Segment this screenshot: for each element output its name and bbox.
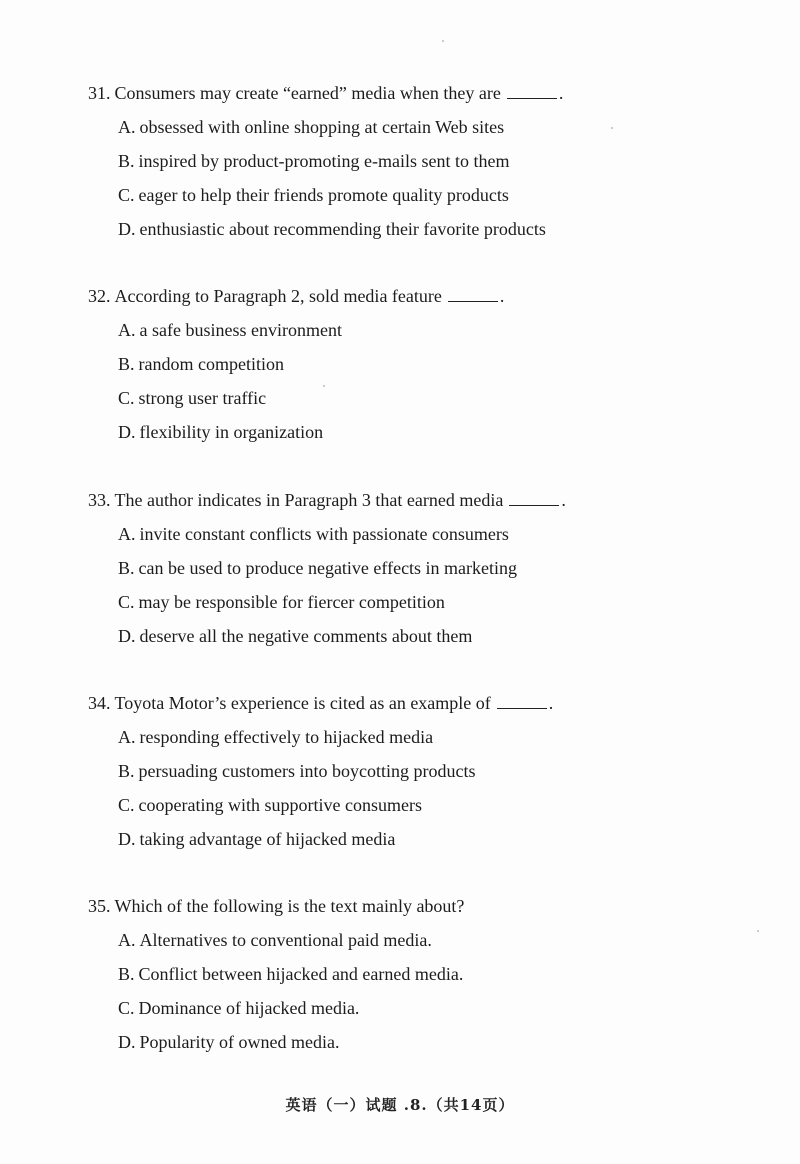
scan-speck: [611, 127, 613, 129]
option-text: Dominance of hijacked media.: [138, 998, 360, 1018]
option-b: [88, 957, 728, 991]
question-number: 33.: [88, 490, 111, 510]
question-number: 32.: [88, 286, 111, 306]
option-letter: C.: [118, 795, 135, 815]
option-letter: A.: [118, 930, 136, 950]
question-31: [88, 76, 728, 246]
option-a: [88, 923, 728, 957]
option-letter: C.: [118, 185, 135, 205]
option-c: [88, 381, 728, 415]
option-text: deserve all the negative comments about them: [139, 626, 473, 646]
question-number: 34.: [88, 693, 111, 713]
question-35: [88, 889, 728, 1059]
option-text: a safe business environment: [139, 320, 342, 340]
option-a: [88, 720, 728, 754]
option-d: [88, 415, 728, 449]
option-letter: A.: [118, 524, 136, 544]
option-a: [88, 517, 728, 551]
option-d: [88, 1025, 728, 1059]
question-32: [88, 279, 728, 449]
scan-speck: [323, 385, 325, 387]
question-stem: [88, 889, 728, 923]
option-text: Popularity of owned media.: [139, 1032, 340, 1052]
question-33: [88, 483, 728, 653]
option-letter: C.: [118, 998, 135, 1018]
option-text: may be responsible for fiercer competition: [138, 592, 445, 612]
option-letter: A.: [118, 320, 136, 340]
option-c: [88, 585, 728, 619]
question-stem: [88, 686, 728, 720]
option-letter: B.: [118, 964, 135, 984]
question-stem: [88, 76, 728, 110]
option-c: [88, 178, 728, 212]
answer-blank: [497, 688, 547, 709]
option-text: invite constant conflicts with passionate consumers: [139, 524, 509, 544]
question-number: 35.: [88, 896, 111, 916]
question-end: .: [558, 83, 564, 103]
page-footer: 英语（一）试题 .8.（共14页）: [285, 1096, 515, 1114]
option-b: [88, 144, 728, 178]
question-end: .: [561, 490, 566, 510]
question-text: Consumers may create “earned” media when they are: [114, 83, 501, 103]
scan-speck: [442, 40, 444, 42]
question-text: Which of the following is the text mainly about?: [114, 896, 465, 916]
option-letter: A.: [118, 117, 136, 137]
answer-blank: [448, 281, 498, 302]
option-letter: D.: [118, 829, 136, 849]
option-a: [88, 110, 728, 144]
option-text: flexibility in organization: [139, 422, 324, 442]
option-letter: B.: [118, 151, 135, 171]
question-stem: [88, 483, 728, 517]
question-34: [88, 686, 728, 856]
option-text: eager to help their friends promote quality products: [138, 185, 509, 205]
option-text: cooperating with supportive consumers: [138, 795, 422, 815]
option-letter: B.: [118, 558, 135, 578]
option-text: can be used to produce negative effects in marketing: [138, 558, 518, 578]
option-letter: D.: [118, 626, 136, 646]
option-d: [88, 822, 728, 856]
option-letter: D.: [118, 422, 136, 442]
option-text: enthusiastic about recommending their favorite products: [139, 219, 546, 239]
option-text: Conflict between hijacked and earned media.: [138, 964, 464, 984]
option-b: [88, 551, 728, 585]
question-text: According to Paragraph 2, sold media feature: [114, 286, 442, 306]
option-text: inspired by product-promoting e-mails sent to them: [138, 151, 510, 171]
option-letter: C.: [118, 388, 135, 408]
option-text: strong user traffic: [138, 388, 267, 408]
option-c: [88, 991, 728, 1025]
scan-speck: [757, 930, 759, 932]
option-text: responding effectively to hijacked media: [139, 727, 434, 747]
option-text: persuading customers into boycotting products: [138, 761, 476, 781]
option-letter: C.: [118, 592, 135, 612]
option-d: [88, 212, 728, 246]
option-a: [88, 313, 728, 347]
question-number: 31.: [88, 83, 111, 103]
answer-blank: [509, 485, 559, 506]
question-text: Toyota Motor’s experience is cited as an example of: [114, 693, 491, 713]
option-text: taking advantage of hijacked media: [139, 829, 396, 849]
option-c: [88, 788, 728, 822]
option-d: [88, 619, 728, 653]
question-end: .: [499, 286, 505, 306]
option-text: Alternatives to conventional paid media.: [139, 930, 432, 950]
option-b: [88, 347, 728, 381]
answer-blank: [507, 78, 557, 99]
option-text: obsessed with online shopping at certain Web sites: [139, 117, 505, 137]
question-stem: [88, 279, 728, 313]
option-letter: A.: [118, 727, 136, 747]
question-end: .: [548, 693, 554, 713]
option-letter: B.: [118, 354, 135, 374]
option-letter: D.: [118, 1032, 136, 1052]
option-b: [88, 754, 728, 788]
question-text: The author indicates in Paragraph 3 that earned media: [114, 490, 504, 510]
option-text: random competition: [138, 354, 284, 374]
option-letter: D.: [118, 219, 136, 239]
option-letter: B.: [118, 761, 135, 781]
